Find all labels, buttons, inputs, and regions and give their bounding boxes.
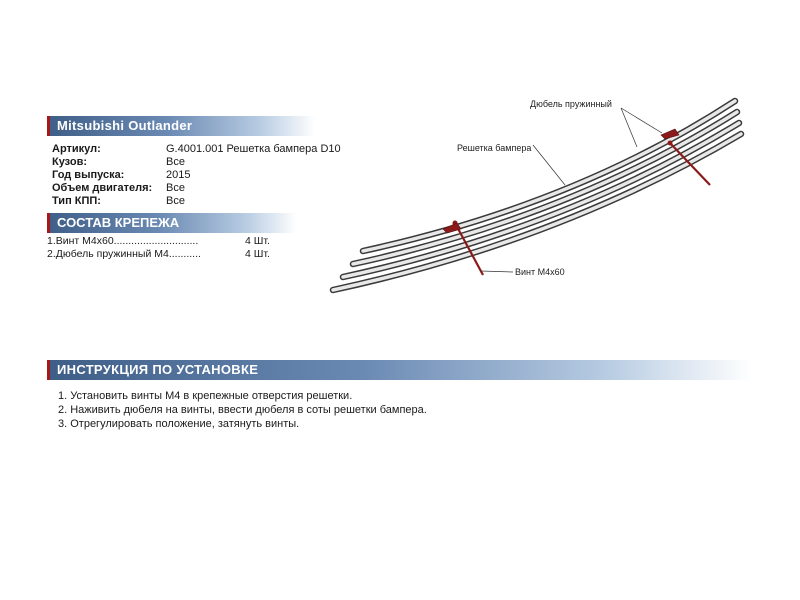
spec-key: Тип КПП: (52, 195, 101, 207)
spec-value: 2015 (166, 169, 191, 181)
spec-key: Объем двигателя: (52, 182, 153, 194)
spec-value: G.4001.001 Решетка бампера D10 (166, 143, 341, 155)
label-screw: Винт М4х60 (515, 267, 565, 277)
spec-row (52, 182, 341, 195)
callout-leader (533, 145, 565, 185)
grille-drawing (325, 95, 765, 300)
spec-row (52, 143, 341, 156)
fixings-heading: СОСТАВ КРЕПЕЖА (47, 213, 297, 233)
spec-row (52, 169, 341, 182)
install-step: 3. Отрегулировать положение, затянуть винты. (58, 418, 300, 430)
install-steps (58, 389, 427, 431)
spec-value: Все (166, 156, 185, 168)
install-heading: ИНСТРУКЦИЯ ПО УСТАНОВКЕ (47, 360, 752, 380)
spec-row (52, 156, 341, 169)
fixing-name: 1.Винт М4х60............................. (47, 235, 199, 247)
fixing-name: 2.Дюбель пружинный М4........... (47, 248, 201, 260)
fixing-qty: 4 Шт. (245, 248, 270, 260)
spec-value: Все (166, 195, 185, 207)
screw-head (668, 141, 673, 146)
spec-table (52, 143, 341, 208)
label-grille: Решетка бампера (457, 143, 532, 153)
list-item (47, 248, 270, 261)
spec-key: Артикул: (52, 143, 101, 155)
page-title: Mitsubishi Outlander (47, 116, 315, 136)
spec-row (52, 195, 341, 208)
spec-key: Кузов: (52, 156, 88, 168)
grille-tubes (333, 101, 741, 290)
callout-leader (621, 108, 637, 147)
fixing-qty: 4 Шт. (245, 235, 270, 247)
label-dowel: Дюбель пружинный (530, 99, 612, 109)
spec-value: Все (166, 182, 185, 194)
install-step: 1. Установить винты М4 в крепежные отверстия решетки. (58, 390, 353, 402)
spec-key: Год выпуска: (52, 169, 125, 181)
callout-leader (481, 271, 513, 272)
fixings-list (47, 235, 270, 261)
install-step: 2. Наживить дюбеля на винты, ввести дюбеля в соты решетки бампера. (58, 404, 427, 416)
list-item (47, 235, 270, 248)
dowel-wedge (443, 223, 461, 233)
callout-leader (621, 108, 662, 133)
